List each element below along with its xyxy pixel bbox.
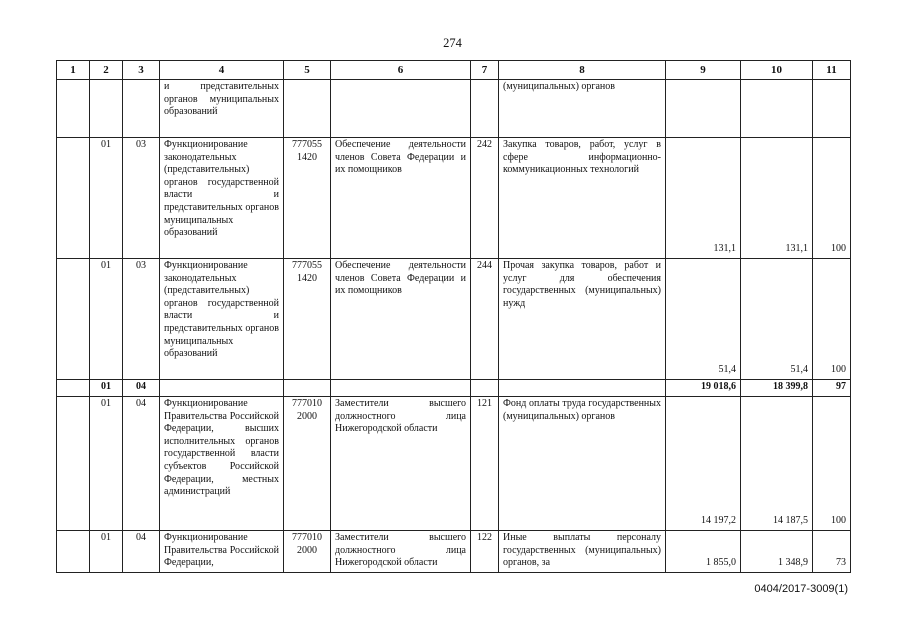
table-row xyxy=(57,397,851,531)
table-cell xyxy=(160,380,284,397)
table-cell: 01 xyxy=(90,138,123,259)
table-cell: 18 399,8 xyxy=(741,380,813,397)
table-cell: 131,1 xyxy=(741,138,813,259)
column-header: 4 xyxy=(160,61,284,80)
table-cell: Функционирование Правительства Российской Федерации, xyxy=(160,531,284,573)
table-cell: 100 xyxy=(813,138,851,259)
document-id: 0404/2017-3009(1) xyxy=(754,583,848,595)
table-cell: 14 197,2 xyxy=(666,397,741,531)
table-cell: Заместители высшего должностного лица Нижегородской области xyxy=(331,531,471,573)
table-row xyxy=(57,259,851,380)
table-cell: 100 xyxy=(813,397,851,531)
table-cell xyxy=(57,397,90,531)
table-cell: 244 xyxy=(471,259,499,380)
table-cell: 01 xyxy=(90,380,123,397)
table-row xyxy=(57,80,851,138)
table-cell: 122 xyxy=(471,531,499,573)
table-cell: Обеспечение деятельности членов Совета Федерации и их помощников xyxy=(331,259,471,380)
table-cell: и представительных органов муниципальных образований xyxy=(160,80,284,138)
table-cell xyxy=(57,380,90,397)
table-row xyxy=(57,138,851,259)
column-header: 2 xyxy=(90,61,123,80)
table-cell xyxy=(57,138,90,259)
table-cell: 01 xyxy=(90,397,123,531)
table-cell: 04 xyxy=(123,380,160,397)
header-row xyxy=(57,61,851,80)
table-cell xyxy=(57,531,90,573)
table-cell xyxy=(90,80,123,138)
table-cell xyxy=(741,80,813,138)
table-cell: 51,4 xyxy=(666,259,741,380)
table-cell: 777055 1420 xyxy=(284,138,331,259)
table-cell xyxy=(471,380,499,397)
table-cell: 51,4 xyxy=(741,259,813,380)
table-cell xyxy=(813,80,851,138)
table-cell: 131,1 xyxy=(666,138,741,259)
column-header: 3 xyxy=(123,61,160,80)
table-cell: 100 xyxy=(813,259,851,380)
table-cell xyxy=(471,80,499,138)
table-cell: 777010 2000 xyxy=(284,397,331,531)
table-cell xyxy=(331,380,471,397)
table-cell: Функционирование Правительства Российской Федерации, высших исполнительных органов государственной власти субъектов Российской Федерации, местных администраций xyxy=(160,397,284,531)
table-cell xyxy=(499,380,666,397)
table-cell: Закупка товаров, работ, услуг в сфере информационно-коммуникационных технологий xyxy=(499,138,666,259)
table-cell: 01 xyxy=(90,259,123,380)
table-cell: 242 xyxy=(471,138,499,259)
table-cell: 19 018,6 xyxy=(666,380,741,397)
table-cell: Функционирование законодательных (представительных) органов государственной власти и представительных органов муниципальных образований xyxy=(160,138,284,259)
table-cell xyxy=(123,80,160,138)
budget-table xyxy=(56,60,851,573)
column-header: 1 xyxy=(57,61,90,80)
table-cell xyxy=(284,380,331,397)
table-cell xyxy=(666,80,741,138)
table-cell: Заместители высшего должностного лица Нижегородской области xyxy=(331,397,471,531)
column-header: 8 xyxy=(499,61,666,80)
table-cell: Иные выплаты персоналу государственных (муниципальных) органов, за xyxy=(499,531,666,573)
table-cell xyxy=(284,80,331,138)
table-cell: 14 187,5 xyxy=(741,397,813,531)
column-header: 10 xyxy=(741,61,813,80)
page-number: 274 xyxy=(443,36,462,50)
table-cell: 73 xyxy=(813,531,851,573)
table-cell: 03 xyxy=(123,138,160,259)
column-header: 5 xyxy=(284,61,331,80)
column-header: 7 xyxy=(471,61,499,80)
table-cell: 04 xyxy=(123,397,160,531)
table-cell: 03 xyxy=(123,259,160,380)
table-cell: 97 xyxy=(813,380,851,397)
table-cell: (муниципальных) органов xyxy=(499,80,666,138)
table-cell: 01 xyxy=(90,531,123,573)
table-cell: 1 855,0 xyxy=(666,531,741,573)
table-cell: 04 xyxy=(123,531,160,573)
table-cell xyxy=(57,259,90,380)
column-header: 6 xyxy=(331,61,471,80)
table-cell xyxy=(331,80,471,138)
table-cell: 121 xyxy=(471,397,499,531)
table-cell: 777010 2000 xyxy=(284,531,331,573)
table-row xyxy=(57,380,851,397)
table-cell: Фонд оплаты труда государственных (муниципальных) органов xyxy=(499,397,666,531)
column-header: 9 xyxy=(666,61,741,80)
table-cell: Прочая закупка товаров, работ и услуг для обеспечения государственных (муниципальных) нужд xyxy=(499,259,666,380)
table-cell: 1 348,9 xyxy=(741,531,813,573)
table-row xyxy=(57,531,851,573)
table-cell: Функционирование законодательных (представительных) органов государственной власти и представительных органов муниципальных образований xyxy=(160,259,284,380)
column-header: 11 xyxy=(813,61,851,80)
table-cell: Обеспечение деятельности членов Совета Федерации и их помощников xyxy=(331,138,471,259)
table-cell xyxy=(57,80,90,138)
table-cell: 777055 1420 xyxy=(284,259,331,380)
